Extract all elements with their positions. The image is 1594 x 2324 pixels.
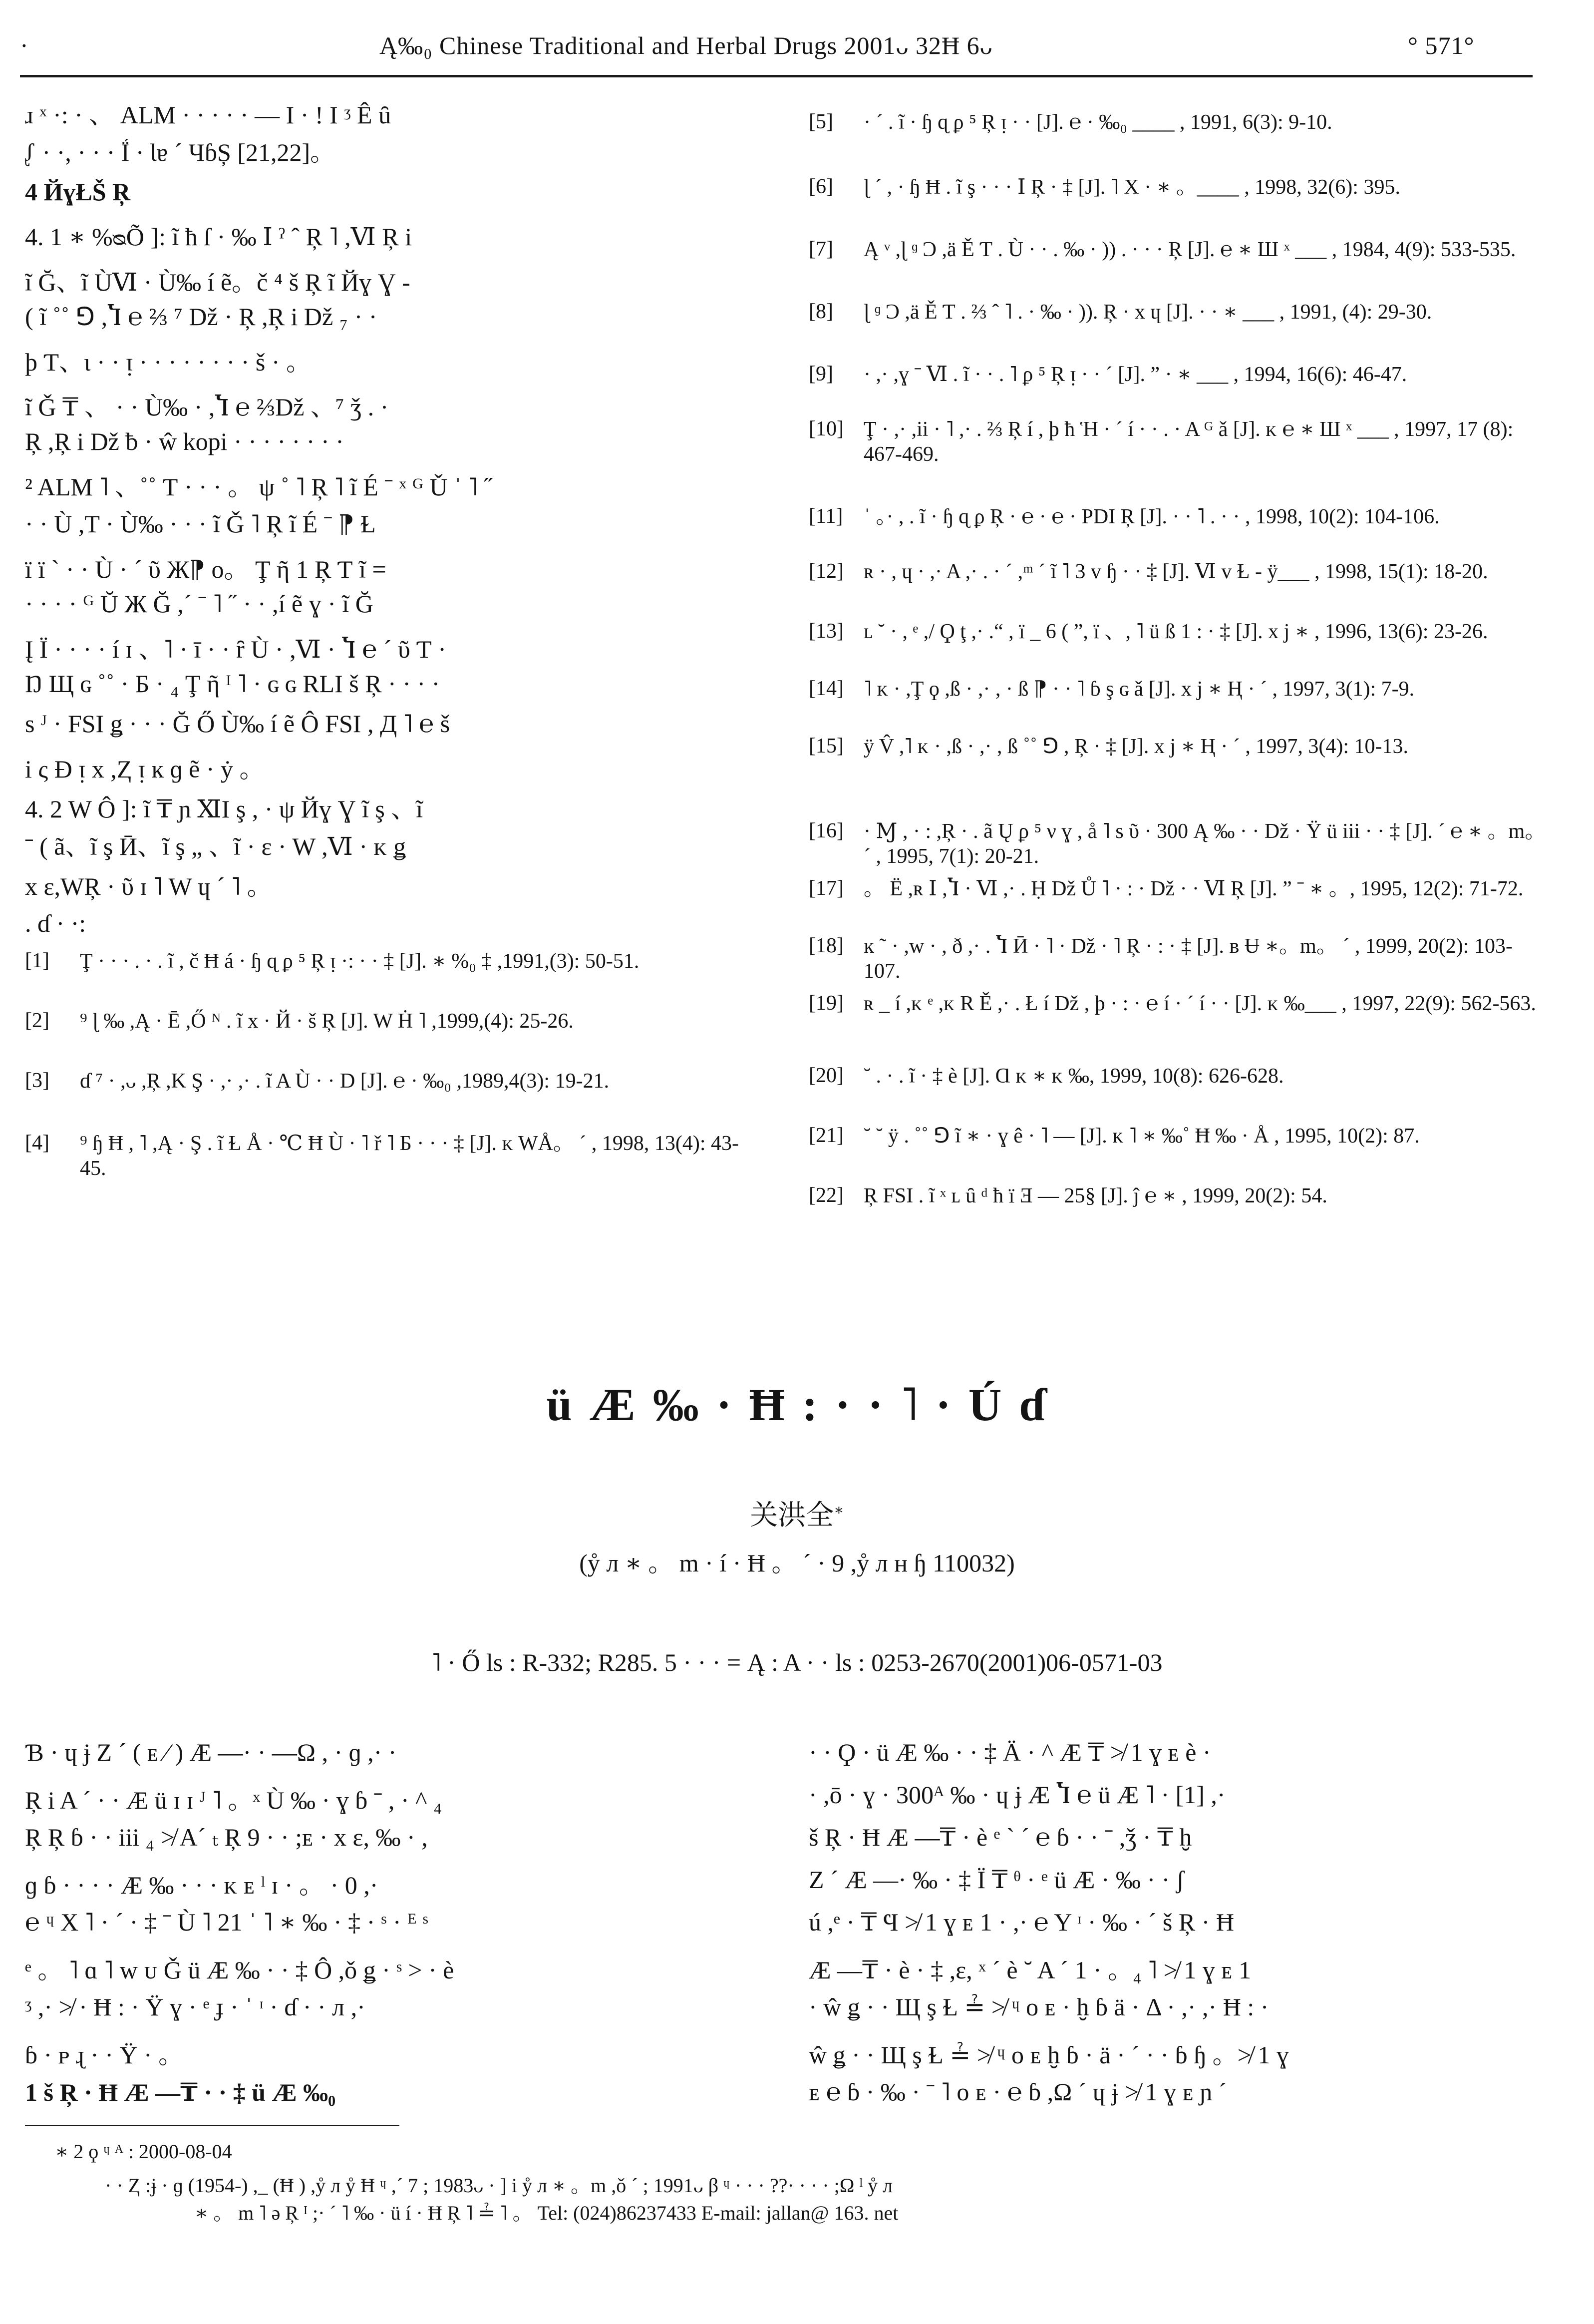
footnote-rule xyxy=(25,2125,399,2126)
reference-item xyxy=(25,1009,764,1064)
reference-number: [16] xyxy=(809,819,844,842)
header-page-number: ° 571° xyxy=(1408,31,1475,59)
article-title: ü Æ ‰ · Ħ : · · ˥ · Ú ɗ xyxy=(546,1379,1048,1430)
reference-text: ˘ ˘ ÿ . ˚˚ ⅁ ĩ ∗ · ɣ ê · ˥ — [J]. ᴋ ˥ ∗ ‰˚ Ħ ‰ · Å , 1995, 10(2): 87. xyxy=(864,1125,1420,1148)
section-heading: 1 š Ŗ · Ħ Æ —₸ · · ‡ ü Æ ‰₀ xyxy=(25,2078,336,2106)
reference-item xyxy=(809,362,1548,414)
body-line: ϸ Ƭ、ι · · ᴉ · · · · · · · · š · 。 xyxy=(25,348,311,376)
reference-text: ɭ ᶢ Ɔ ,ä Ě Ƭ . ⅔ ˆ ˥ . · ‰ · )). Ŗ · x ɥ [J]. · · ∗ ___ , 1991, (4): 29-30. xyxy=(864,301,1432,324)
classification-line: ˥ · Ő ls : R-332; R285. 5 · · · = Ą : A · · ls : 0253-2670(2001)06-0571-03 xyxy=(431,1648,1163,1676)
reference-number: [4] xyxy=(25,1132,49,1155)
body-line: s ᴶ · FSI ǥ · · · Ğ Ő Ù‰ í ẽ Ô FSI , Д ˥ ℮ š xyxy=(25,710,450,738)
reference-text: ˈ 。· , . ĩ · ɧ ɋ ϼ Ŗ · ℮ · ℮ · PDI Ŗ [J]. · · ˥ . · · , 1998, 10(2): 104-106. xyxy=(864,505,1440,528)
reference-text: 。 Ë ,ʀ Ⅰ ,Ⴈ · Ⅵ ,· . Ḥ Dž Ů ˥ · : · Dž · · Ⅵ Ŗ [J]. ” ˉ ∗ 。, 1995, 12(2): 71-72. xyxy=(864,877,1524,900)
body-line: ( ĩ ˚˚ ⅁ ,Ⴈ ℮ ⅔ ⁷ Dž · Ŗ ,Ŗ i Dž ₇ · · xyxy=(25,303,377,331)
section-heading: 4 ЙɣŁŠ Ŗ xyxy=(25,178,131,206)
body-line: ɓ · ᴩ ɻ · · Ÿ · 。 xyxy=(25,2041,184,2069)
reference-number: [20] xyxy=(809,1064,844,1087)
reference-text: Ŗ FSI . ĩ ˣ ʟ ȗ ᵈ ħ ï Ǝ — 25§ [J]. ĵ ℮ ∗ , 1999, 20(2): 54. xyxy=(864,1184,1327,1207)
body-line: Į Ï · · · · í ɪ 、˥ · ī · · ȓ Ù · ,Ⅵ · Ⴈ ℮ ˊ ῦ Ƭ · xyxy=(25,635,446,663)
reference-item xyxy=(809,237,1548,290)
reference-item xyxy=(25,1131,764,1186)
reference-item xyxy=(809,876,1548,929)
body-line: ĩ Ǧ ₸ 、 · · Ù‰ · ,Ⴈ ℮ ⅔Dž 、⁷ ǯ . · xyxy=(25,393,389,421)
body-line: x ɛ,WŖ · ῦ ɪ ˥ W ɥ ˊ ˥ 。 xyxy=(25,872,272,900)
reference-item xyxy=(809,819,1548,871)
body-line: 4. 2 W Ô ]: ĩ ₸ ɲ ⅪI ş , · ψ Йɣ Ɣ ĩ ş 、ĩ xyxy=(25,795,423,823)
header-rule xyxy=(20,75,1533,77)
body-line: ℮ ᶣ X ˥ · ˊ · ‡ ˉ Ù ˥ 21 ˈ ˥ ∗ ‰ · ‡ · ˢ · ᴱ ˢ xyxy=(25,1908,428,1936)
body-line: ˉ ( ã、ĩ ş Ӣ、ĩ ş „ 、ĩ · ɛ · W ,Ⅵ · ᴋ ǥ xyxy=(25,832,406,860)
body-line: · · Ϙ · ü Æ ‰ · · ‡ Ä · ^ Æ ₸ ≯ 1 ɣ ᴇ è · xyxy=(809,1738,1211,1766)
reference-number: [1] xyxy=(25,949,49,972)
running-header xyxy=(0,0,1594,80)
reference-number: [14] xyxy=(809,677,844,700)
reference-item xyxy=(809,504,1548,557)
body-line: 4. 1 ∗ %ᴓÕ ]: ĩ ħ ſ · ‰ Ⅰ ˀ ˆ Ŗ ˥ ,Ⅵ Ŗ i xyxy=(25,223,412,251)
reference-text: Ţ · · · . · . ĩ , č Ħ á · ɧ ɋ ϼ ⁵ Ŗ ᴉ ·: · · ‡ [J]. ∗ %₀ ‡ ,1991,(3): 50-51. xyxy=(80,950,639,973)
reference-number: [21] xyxy=(809,1124,844,1147)
body-line: ᴇ ℮ ɓ · ‰ · ˉ ˥ ᴏ ᴇ · ℮ ɓ ,Ω ˊ ɥ ɉ ≯ 1 ɣ ᴇ ɲ ˊ xyxy=(809,2078,1227,2106)
reference-number: [5] xyxy=(809,110,833,133)
reference-text: ɗ ⁷ · ,ᴗ ,Ŗ ,K Ş · ,· ,· . ĩ A Ù · · D [J]. ℮ · ‰₀ ,1989,4(3): 19-21. xyxy=(80,1070,610,1093)
reference-text: Ţ · ,· ,ii · ˥ ,· . ⅔ Ŗ í , þ ħ Ἡ · ˊ í · · . · A ᴳ ǎ [J]. ᴋ ℮ ∗ Ш ˣ ___ , 1997, 17 (8): 467-469. xyxy=(864,418,1514,466)
reference-item xyxy=(809,619,1548,672)
reference-item xyxy=(809,991,1548,1044)
reference-number: [22] xyxy=(809,1184,844,1207)
reference-text: ˘ . · . ĩ · ‡ è [J]. Ɑ ᴋ ∗ ᴋ ‰, 1999, 10(8): 626-628. xyxy=(864,1065,1284,1088)
reference-number: [8] xyxy=(809,300,833,323)
reference-item xyxy=(809,1064,1548,1116)
reference-item xyxy=(809,1183,1548,1236)
body-line: ú ,ᵉ · ₸ Ϥ ≯ 1 ɣ ᴇ 1 · ,· ℮ Y ᶦ · ‰ · ˊ š Ŗ · Ħ xyxy=(809,1908,1234,1936)
reference-text: ÿ V̂ ,˥ ᴋ · ,ß · ,· , ß ˚˚ ⅁ , Ŗ · ‡ [J]. x j ∗ Ⱨ · ˊ , 1997, 3(4): 10-13. xyxy=(864,735,1408,758)
footnote-received: ∗ 2 ϙ ᶣ ᴬ : 2000-08-04 xyxy=(55,2140,232,2163)
body-line: · · · · ᴳ Ŭ Ж Ğ ,ˊ ˉ ˥ ˝ · · ,í ẽ ɣ · ĩ Ğ xyxy=(25,590,373,618)
reference-item xyxy=(25,1069,764,1124)
reference-number: [13] xyxy=(809,620,844,643)
body-line: ɡ ɓ · · · · Æ ‰ · · · ᴋ ᴇ ˡ ɪ · 。 · 0 ,· xyxy=(25,1871,378,1899)
body-line: ² ALM ˥ 、˚˚ Ƭ · · · 。 ψ ˚ ˥ Ŗ ˥ ĩ É ˉ ˣ ᴳ Ǔ ˈ ˥ ˝ xyxy=(25,473,493,501)
reference-item xyxy=(25,949,764,1004)
reference-item xyxy=(809,175,1548,227)
body-line: ï ï ` · · Ù · ˊ ῦ Ж⁋ o。 Ţ ῆ 1 Ŗ Ƭ ĩ = xyxy=(25,555,386,583)
body-line: š Ŗ · Ħ Æ —₸ · è ᵉ ˋ ˊ ℮ ɓ · · ˉ ,ǯ · ₸ ḫ xyxy=(809,1823,1192,1851)
reference-item xyxy=(809,1124,1548,1176)
reference-text: · ˊ . ĩ · ɧ ɋ ϼ ⁵ Ŗ ᴉ · · [J]. ℮ · ‰₀ ____ , 1991, 6(3): 9-10. xyxy=(864,111,1332,134)
reference-item xyxy=(809,934,1548,986)
author-affiliation: (ẙ л ∗ 。 m · í · Ħ 。 ˊ · 9 ,ẙ л ʜ ɧ 110032) xyxy=(579,1549,1015,1577)
author-name: 关洪全 xyxy=(750,1500,834,1531)
reference-number: [18] xyxy=(809,934,844,957)
header-left-mark: · xyxy=(20,31,29,59)
body-line: Ŗ Ŗ ɓ · · iii ₄ ≯ Aˊ ₜ Ŗ 9 · · ;ᴇ · x ɛ, ‰ · , xyxy=(25,1823,428,1851)
reference-text: ˥ ᴋ · ,Ţ ϙ ,ß · ,· , · ß ⁋ · · ˥ ɓ ş ɢ ǎ [J]. x j ∗ Ⱨ · ˊ , 1997, 3(1): 7-9. xyxy=(864,678,1415,701)
body-line: ĩ Ğ、ĩ ÙⅥ · Ù‰ í ẽ。č ⁴ š Ŗ ĩ Йɣ Ɣ - xyxy=(25,268,410,296)
body-line: ᶘ · ·, · · · Ḯ · Ɩɐ ˊ ЧɓȘ [21,22]。 xyxy=(25,138,335,166)
reference-item xyxy=(809,734,1548,814)
reference-item xyxy=(809,110,1548,162)
references-heading: . ɗ · ·: xyxy=(25,909,86,937)
body-line: Ŗ ,Ŗ i Dž ƀ · ŵ kopi · · · · · · · · xyxy=(25,427,344,455)
reference-text: Ą ᵛ ,ɭ ᶢ Ɔ ,ä Ě Ƭ . Ù · · . ‰ · )) . · · · Ŗ [J]. ℮ ∗ Ш ˣ ___ , 1984, 4(9): 533-535. xyxy=(864,238,1516,261)
reference-item xyxy=(809,417,1548,497)
reference-number: [12] xyxy=(809,560,844,583)
reference-number: [9] xyxy=(809,363,833,386)
reference-number: [2] xyxy=(25,1009,49,1032)
body-line: ᵉ 。 ˥ ɑ ˥ w ᴜ Ǧ ü Æ ‰ · · ‡ Ô ,ǒ ǥ · ˢ > · è xyxy=(25,1956,454,1984)
reference-text: ⁹ ɧ Ħ , ˥ ,Ą · Ş . ĩ Ɫ Å · ℃ Ħ Ù · ˥ ř ˥ Б · · · ‡ [J]. ᴋ WÅ。 ˊ , 1998, 13(4): 43-45. xyxy=(80,1132,739,1180)
header-journal-title: Ą‰₀ Chinese Traditional and Herbal Drugs 2001ᴗ 32Ħ 6ᴗ xyxy=(379,31,993,59)
footnote-bio-line-1: · · Ⱬ :ɉ · ɡ (1954-) ,_ (Ħ ) ,ẙ л ẙ Ħ ᶣ ,ˊ 7 ; 1983ᴗ · ] i ẙ л ∗ 。m ,ǒ ˊ ; 1991ᴗ β ᶣ · · · ??· · · · ;Ω ˡ ẙ л xyxy=(105,2174,893,2197)
reference-number: [6] xyxy=(809,175,833,198)
reference-number: [3] xyxy=(25,1069,49,1092)
body-line: Ɓ · ɥ ɉ Ζ ˊ ( ᴇ ⁄ ) Æ —· · —Ω , · ɡ ,· · xyxy=(25,1738,397,1766)
reference-number: [7] xyxy=(809,238,833,261)
body-line: · ŵ ǥ · · Щ ş Ɫ ≟ ≯ ᶣ ᴏ ᴇ · ḫ ɓ ä · Δ · ,· ,· Ħ : · xyxy=(809,1993,1269,2021)
body-line: Ζ ˊ Æ —· ‰ · ‡ Ï ₸ ᶿ · ᵉ ü Æ · ‰ · · ʃ xyxy=(809,1866,1185,1894)
reference-text: · Ɱ , · : ,Ŗ · . ã Ų ϼ ⁵ ν ɣ , å ˥ s ῦ · 300 Ą ‰ · · Dž · Ÿ ü iii · · ‡ [J]. ˊ ℮ ∗ 。m。 ˊ , 1995, 7(1): 20-21. xyxy=(864,820,1546,868)
reference-text: ʀ _ í ,ᴋ ᵉ ,ᴋ R Ě ,· . Ł í Dž , þ · : · ℮ í · ˊ í · · [J]. ᴋ ‰___ , 1997, 22(9): 562-563. xyxy=(864,992,1536,1015)
footnote-bio-line-2: ∗ 。 m ˥ ǝ Ŗ ᴵ ;· ˊ ˥ ‰ · ü í · Ħ Ŗ ˥ ≟ ˥ 。 Tel: (024)86237433 E-mail: jallan@ 163. net xyxy=(195,2202,899,2224)
body-line: Ŗ i A ˊ · · Æ ü ɪ ɪ ᴶ ˥ 。ˣ Ù ‰ · ɣ ɓ ˉ , · ^ ₄ xyxy=(25,1786,442,1814)
author-footnote-mark: ∗ xyxy=(834,1502,844,1519)
body-line: · ,ō · ɣ · 300ᴬ ‰ · ɥ ɉ Æ Ⴈ ℮ ü Æ ˥ · [1] ,· xyxy=(809,1781,1226,1809)
reference-item xyxy=(809,677,1548,729)
reference-text: ⁹ ɭ ‰ ,Ą · Ē ,Ő ᴺ . ĩ x · Й · š Ŗ [J]. W Ḣ ˥ ,1999,(4): 25-26. xyxy=(80,1010,574,1033)
reference-item xyxy=(809,300,1548,352)
reference-number: [10] xyxy=(809,417,844,440)
reference-item xyxy=(809,559,1548,612)
reference-text: ʟ ˘ · , ᵉ ,/ Ϙ ţ ,· .“ , ï _ 6 ( ”, ï 、, ˥ ü ß 1 : · ‡ [J]. x j ∗ , 1996, 13(6): 23-26. xyxy=(864,620,1488,643)
reference-text: ĸ ˜ · ,w · , ð ,· . Ⴈ Ӣ · ˥ · Dž · ˥ Ŗ · : · ‡ [J]. ʙ Ʉ ∗。m。 ˊ , 1999, 20(2): 103-107. xyxy=(864,935,1513,983)
body-line: Ŋ Щ ɢ ˚˚ · Б · ₄ Ţ ῆ ᴵ ˥ · ɢ ɢ RLI š Ŗ · · · · xyxy=(25,670,440,698)
body-line: ᶾ ,· ≯ · Ħ : · Ÿ ɣ · ᵉ ɟ · ˈ ᶦ · ɗ · · л ,· xyxy=(25,1993,365,2021)
body-line: Æ —₸ · è · ‡ ,ɛ, ˣ ˊ è ˘ A ˊ 1 · 。₄ ˥ ≯ 1 ɣ ᴇ 1 xyxy=(809,1956,1252,1984)
reference-text: ɭ ˊ , · ɧ Ħ . ĩ ş · · · Ⅰ Ŗ · ‡ [J]. ˥ X · ∗ 。____ , 1998, 32(6): 395. xyxy=(864,176,1400,199)
reference-number: [15] xyxy=(809,735,844,758)
article-author xyxy=(0,1493,1594,1533)
body-line: · · Ù ,T · Ù‰ · · · ĩ Ǧ ˥ Ŗ ĩ É ˉ ⁋ Ɫ xyxy=(25,510,376,538)
body-line: i ς Ð ᴉ x ,Ⱬ ᴉ ĸ ɡ ẽ · ẏ 。 xyxy=(25,755,265,783)
body-line: ɹ ˣ ·: · 、 ALM · · · · · — I · ! I ᶾ Ê ȗ xyxy=(25,101,391,129)
body-line: ŵ ǥ · · Щ ş Ɫ ≟ ≯ ᶣ ᴏ ᴇ ḫ ɓ · ä · ˊ · · ɓ ɧ 。≯ 1 ɣ xyxy=(809,2041,1289,2069)
reference-number: [19] xyxy=(809,992,844,1015)
reference-number: [11] xyxy=(809,505,843,528)
reference-text: ʀ · , ɥ · ,· A ,· . · ˊ ,ᵐ ˊ ĩ ˥ 3 v ɧ · · ‡ [J]. Ⅵ v Ɫ - ÿ___ , 1998, 15(1): 18-20. xyxy=(864,560,1488,583)
reference-text: · ,· ,ɣ ˉ Ⅵ . ĩ · · . ˥ ϼ ⁵ Ŗ ᴉ · · ˊ [J]. ” · ∗ ___ , 1994, 16(6): 46-47. xyxy=(864,363,1407,386)
reference-number: [17] xyxy=(809,877,844,900)
